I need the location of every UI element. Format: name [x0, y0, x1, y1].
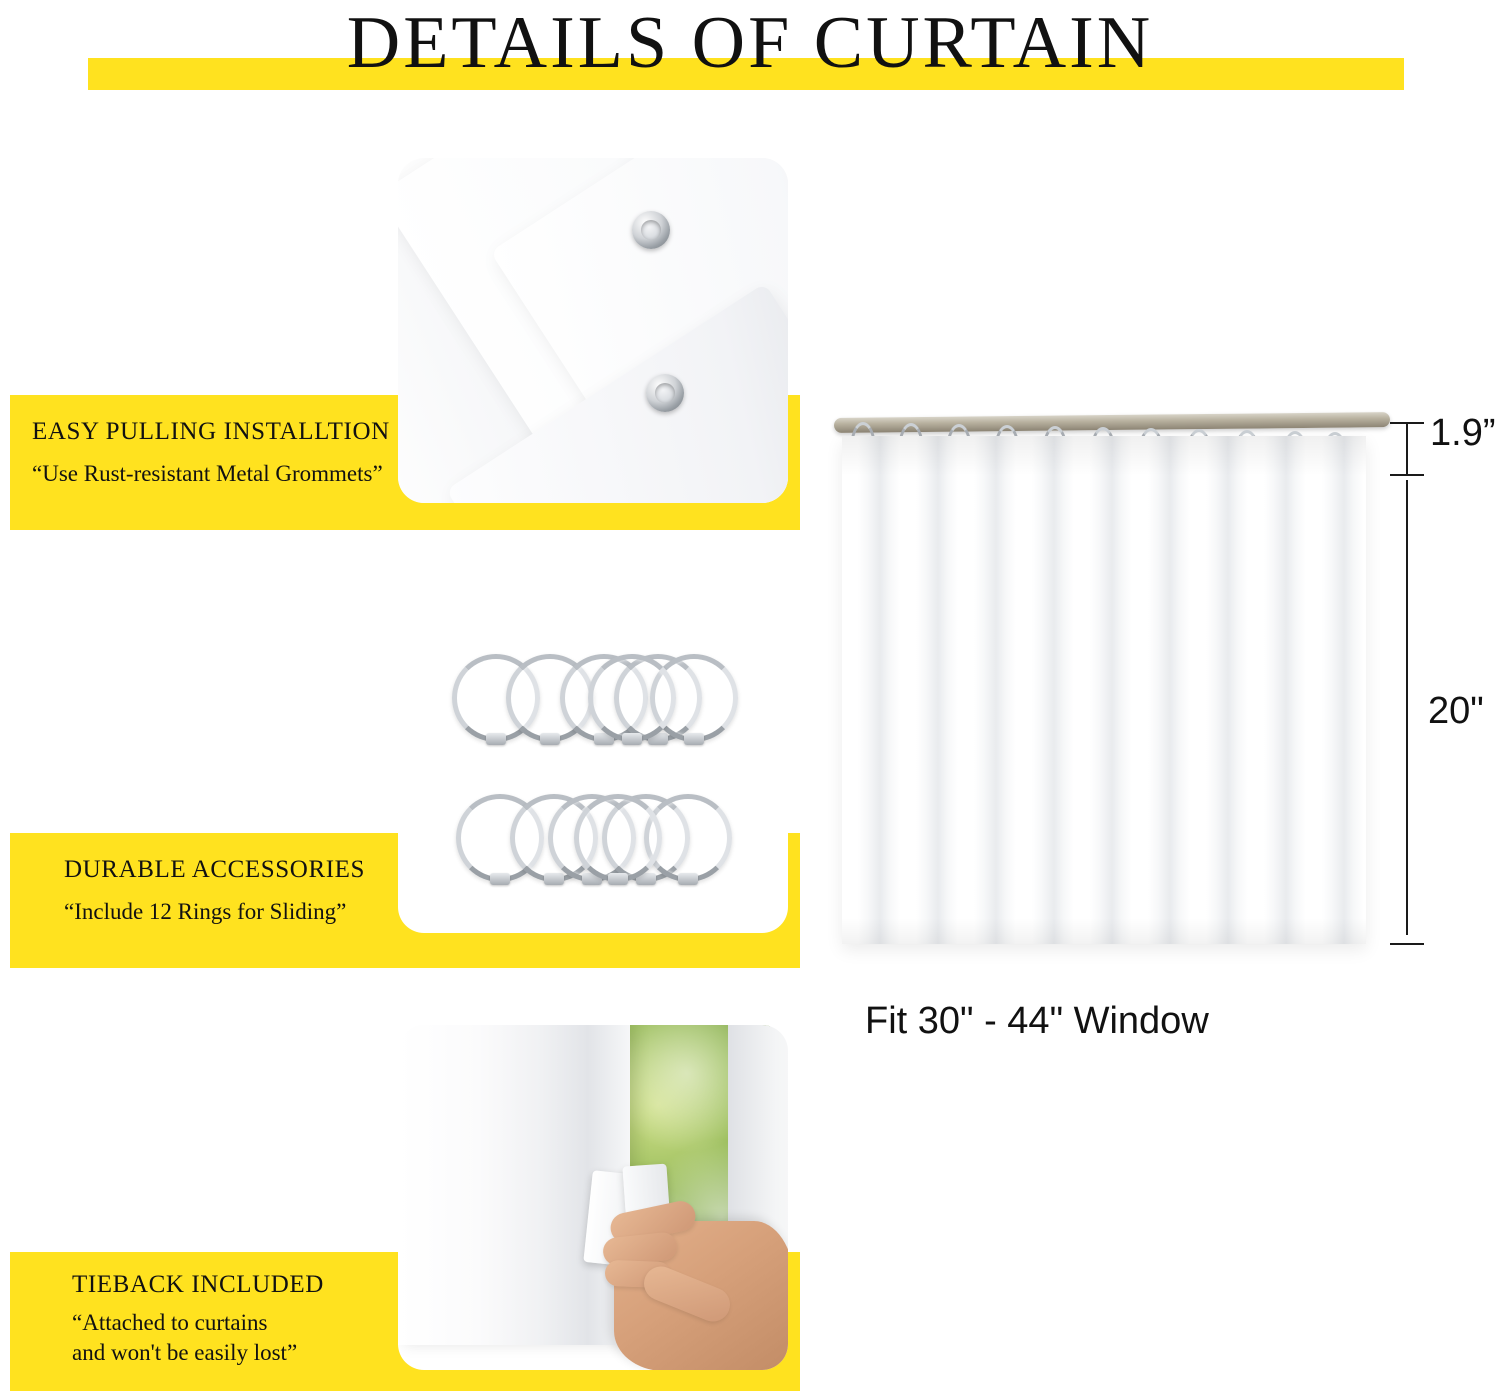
dim-line-header: [1406, 422, 1408, 474]
tieback-hand-photo: [398, 1025, 788, 1370]
feature-3-title: TIEBACK INCLUDED: [72, 1271, 324, 1298]
metal-rings-photo: [398, 588, 788, 933]
feature-2-title: DURABLE ACCESSORIES: [64, 856, 366, 883]
page-header: [0, 0, 1500, 100]
grommet-fabric-photo: [398, 158, 788, 503]
dim-tick-header-bottom: [1390, 474, 1424, 476]
curtain-ring-icon: [588, 654, 676, 742]
feature-3-subtitle-line2: and won't be easily lost”: [72, 1340, 298, 1365]
grommet-icon: [646, 374, 684, 412]
feature-1-subtitle: “Use Rust-resistant Metal Grommets”: [32, 461, 383, 486]
dimension-height-label: 20": [1428, 690, 1484, 732]
dim-line-height: [1406, 480, 1408, 935]
feature-2-subtitle: “Include 12 Rings for Sliding”: [64, 899, 347, 924]
fit-window-caption: Fit 30" - 44" Window: [865, 1000, 1209, 1042]
dim-tick-bottom: [1390, 943, 1424, 945]
grommet-icon: [632, 211, 670, 249]
curtain-panel: [842, 436, 1366, 944]
feature-3-subtitle-line1: “Attached to curtains: [72, 1310, 268, 1335]
curtain-dimension-diagram: [820, 400, 1496, 1060]
curtain-ring-icon: [574, 794, 662, 882]
dimension-header-label: 1.9”: [1430, 412, 1496, 454]
page-title: DETAILS OF CURTAIN: [346, 2, 1154, 84]
feature-1-title: EASY PULLING INSTALLTION: [32, 418, 390, 445]
